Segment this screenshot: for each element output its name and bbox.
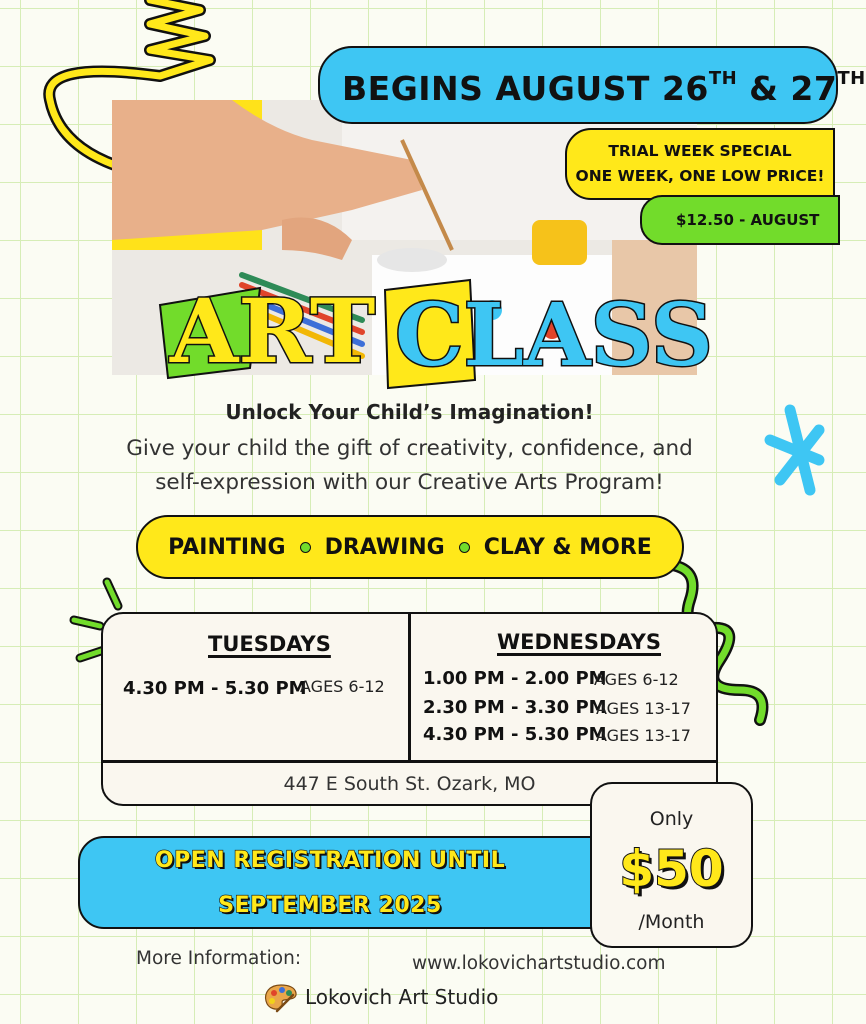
- trial-week-line2: ONE WEEK, ONE LOW PRICE!: [575, 167, 825, 185]
- monthly-price-box: [590, 782, 753, 948]
- studio-address: 447 E South St. Ozark, MO: [283, 773, 536, 795]
- intro-body-line1: Give your child the gift of creativity, confidence, and: [126, 436, 693, 461]
- tuesday-slot-time: 4.30 PM - 5.30 PM: [123, 678, 307, 699]
- tuesday-heading: TUESDAYS: [208, 632, 331, 656]
- intro-body-line2: self-expression with our Creative Arts Program!: [155, 470, 664, 495]
- bullet-dot-icon: [300, 542, 311, 553]
- bullet-dot-icon: [459, 542, 470, 553]
- trial-week-banner: [565, 128, 835, 200]
- wednesday-slot-time: 1.00 PM - 2.00 PM: [423, 668, 607, 689]
- activities-pill: [136, 515, 684, 579]
- schedule-divider: [408, 612, 411, 762]
- art-class-title: [140, 270, 713, 395]
- intro-headline: Unlock Your Child’s Imagination!: [225, 400, 594, 424]
- trial-price-tag: $12.50 - AUGUST: [640, 195, 840, 245]
- dates-banner-text: BEGINS AUGUST 26TH & 27TH: [342, 68, 866, 108]
- palette-icon: [263, 983, 299, 1013]
- activity-painting: PAINTING: [168, 534, 286, 560]
- activity-drawing: DRAWING: [324, 534, 445, 560]
- registration-line1: OPEN REGISTRATION UNTIL: [154, 848, 506, 873]
- price-only-label: Only: [649, 808, 694, 830]
- wednesday-heading: WEDNESDAYS: [497, 630, 661, 654]
- more-info-label: More Information:: [136, 948, 302, 969]
- intro-body: [80, 432, 739, 500]
- price-amount: $50: [619, 840, 724, 898]
- wednesday-slot-ages: AGES 13-17: [596, 699, 691, 718]
- wednesday-slot-ages: AGES 6-12: [594, 670, 679, 689]
- wednesday-slot-time: 2.30 PM - 3.30 PM: [423, 697, 607, 718]
- wednesday-slot-time: 4.30 PM - 5.30 PM: [423, 724, 607, 745]
- website-link[interactable]: www.lokovichartstudio.com: [412, 953, 666, 974]
- schedule-divider: [101, 760, 718, 763]
- studio-name: Lokovich Art Studio: [305, 985, 499, 1009]
- title-word-class: CLASS: [395, 285, 713, 386]
- tuesday-slot-ages: AGES 6-12: [300, 677, 385, 696]
- activity-clay: CLAY & MORE: [483, 534, 652, 560]
- trial-week-line1: TRIAL WEEK SPECIAL: [608, 142, 792, 160]
- price-period: /Month: [638, 911, 705, 933]
- title-word-art: ART: [170, 279, 376, 383]
- registration-line2: SEPTEMBER 2025: [218, 893, 442, 918]
- wednesday-slot-ages: AGES 13-17: [596, 726, 691, 745]
